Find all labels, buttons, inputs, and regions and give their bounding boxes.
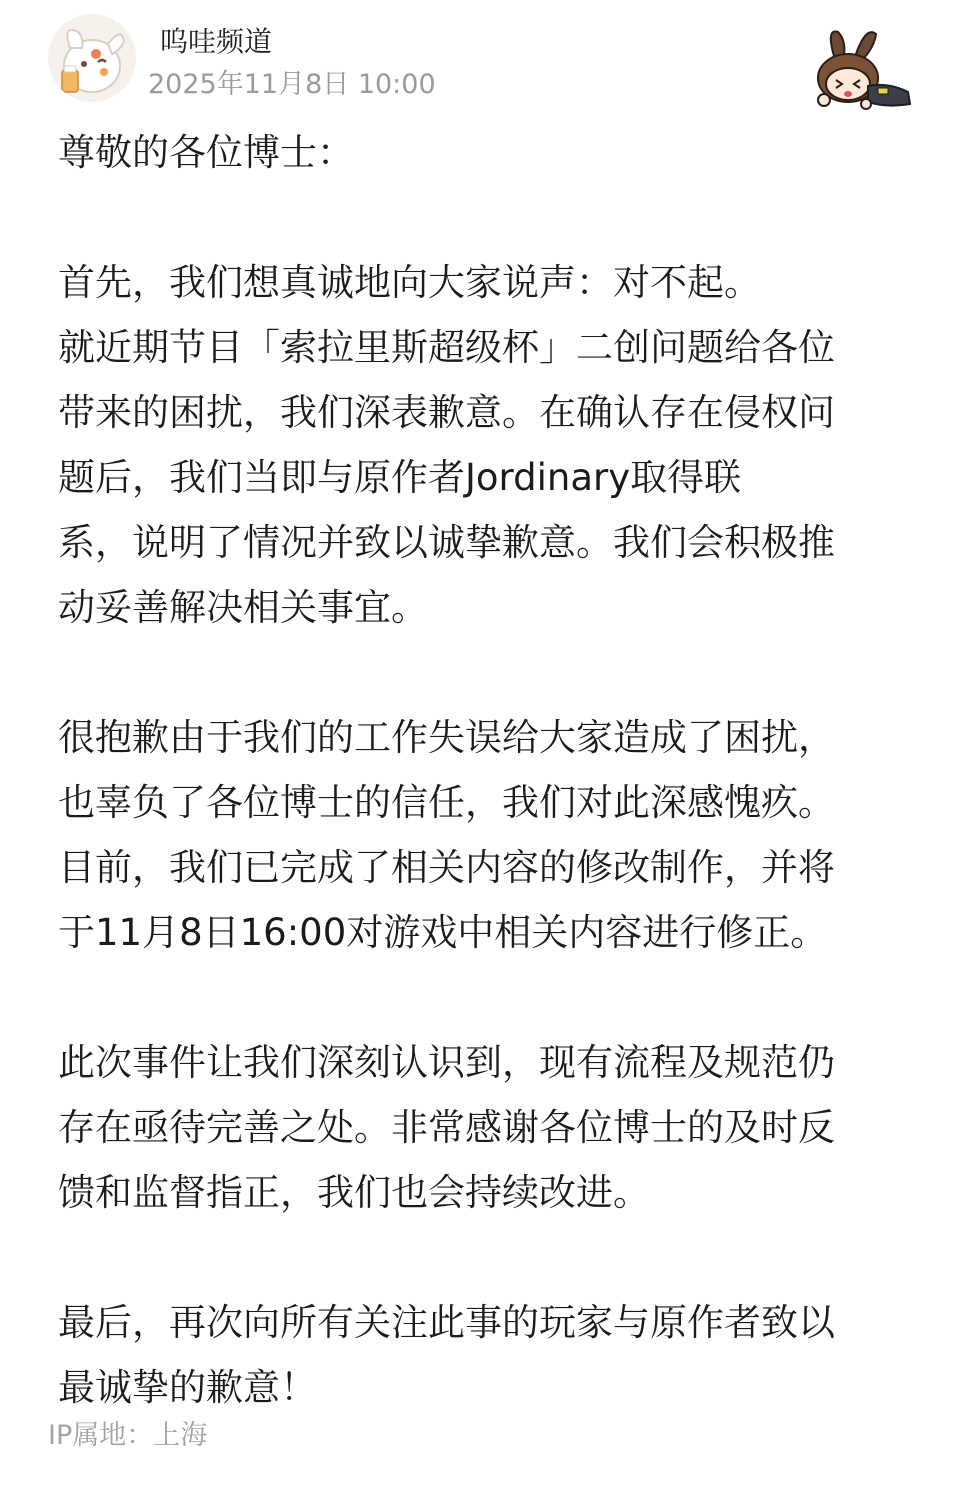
post-text-line: 目前，我们已完成了相关内容的修改制作，并将 — [58, 846, 835, 889]
post-text-line: 很抱歉由于我们的工作失误给大家造成了困扰， — [58, 716, 835, 759]
post-text-line: 最后，再次向所有关注此事的玩家与原作者致以 — [58, 1301, 835, 1344]
post-text-line: 馈和监督指正，我们也会持续改进。 — [58, 1171, 650, 1214]
author-name[interactable]: 呜哇频道 — [160, 25, 273, 58]
post-text-line: 动妥善解决相关事宜。 — [58, 586, 428, 629]
post-text-line: 系，说明了情况并致以诚挚歉意。我们会积极推 — [58, 521, 835, 564]
bunny-girl-sticker-icon — [804, 26, 914, 110]
post-text-line: 带来的困扰，我们深表歉意。在确认存在侵权问 — [58, 391, 835, 434]
post-text-line: 题后，我们当即与原作者Jordinary取得联 — [58, 456, 742, 499]
character-sticker — [804, 26, 914, 110]
post-text-line: 于11月8日16:00对游戏中相关内容进行修正。 — [58, 911, 828, 954]
paragraph-gap — [58, 1225, 918, 1290]
post-text-line: 首先，我们想真诚地向大家说声：对不起。 — [58, 261, 761, 304]
post-timestamp: 2025年11月8日 10:00 — [148, 69, 436, 100]
post-text-line: 最诚挚的歉意！ — [58, 1366, 317, 1409]
ip-location: IP属地：上海 — [48, 1420, 208, 1451]
avatar-illustration — [48, 14, 136, 102]
post-text-line: 此次事件让我们深刻认识到，现有流程及规范仍 — [58, 1041, 835, 1084]
post-header — [0, 0, 960, 118]
post-text-line: 就近期节目「索拉里斯超级杯」二创问题给各位 — [58, 326, 835, 369]
post-text-line: 存在亟待完善之处。非常感谢各位博士的及时反 — [58, 1106, 835, 1149]
author-avatar[interactable] — [48, 14, 136, 102]
paragraph-gap — [58, 965, 918, 1030]
post-body — [58, 120, 918, 1420]
paragraph-gap — [58, 640, 918, 705]
post-text-line: 也辜负了各位博士的信任，我们对此深感愧疚。 — [58, 781, 835, 824]
post-text-line: 尊敬的各位博士： — [58, 131, 354, 174]
paragraph-gap — [58, 185, 918, 250]
